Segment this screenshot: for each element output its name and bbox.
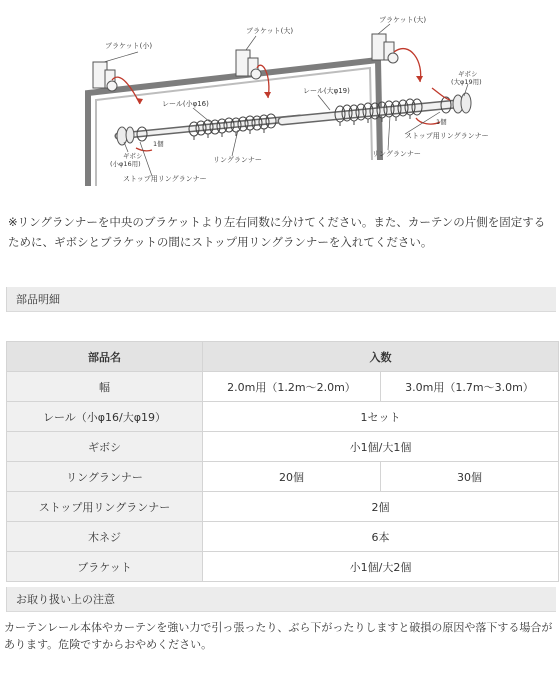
parts-table (6, 341, 559, 582)
caution-section-header (6, 587, 556, 612)
label-ring-runner-right: リングランナー (372, 150, 421, 158)
table-row (7, 402, 559, 432)
row-value: 小1個/大2個 (203, 552, 559, 582)
row-name: 木ネジ (7, 522, 203, 552)
table-row (7, 492, 559, 522)
label-bracket-small: ブラケット(小) (105, 42, 153, 50)
row-name: 幅 (7, 372, 203, 402)
row-value: 小1個/大1個 (203, 432, 559, 462)
table-header-row (7, 342, 559, 372)
row-name: リングランナー (7, 462, 203, 492)
label-bracket-large-right: ブラケット(大) (379, 16, 427, 24)
assembly-note: ※リングランナーを中央のブラケットより左右同数に分けてください。また、カーテンの片側を固定するために、ギボシとブラケットの間にストップ用リングランナーを入れてください。 (8, 215, 546, 249)
row-value: 2個 (203, 492, 559, 522)
table-row (7, 522, 559, 552)
label-giboshi-small-1: ギボシ (123, 152, 143, 160)
table-row (7, 432, 559, 462)
finial-right-shape (453, 93, 471, 113)
header-part-name: 部品名 (7, 342, 203, 372)
row-value-3m: 30個 (381, 462, 559, 492)
finial-left-shape (117, 127, 134, 145)
label-stop-runner-left: ストップ用リングランナー (123, 175, 207, 183)
parts-section-header (6, 287, 556, 312)
row-value-2m: 2.0m用（1.2m～2.0m） (203, 372, 381, 402)
label-stop-runner-right: ストップ用リングランナー (405, 132, 489, 140)
row-value-3m: 3.0m用（1.7m～3.0m） (381, 372, 559, 402)
row-value: 1セット (203, 402, 559, 432)
row-name: ストップ用リングランナー (7, 492, 203, 522)
table-row (7, 372, 559, 402)
bracket-large-right-shape (372, 34, 398, 63)
bracket-small-shape (93, 62, 117, 91)
label-giboshi-large-1: ギボシ (458, 70, 478, 78)
label-rail-large: レール(大φ19) (303, 87, 350, 95)
label-one-piece-left: 1個 (153, 140, 164, 148)
curtain-rail-diagram (0, 0, 560, 200)
bracket-large-mid-shape (236, 50, 261, 79)
table-row (7, 552, 559, 582)
label-giboshi-large-2: (大φ19用) (451, 78, 482, 86)
label-bracket-large-mid: ブラケット(大) (246, 27, 294, 35)
header-quantity: 入数 (203, 342, 559, 372)
row-name: ブラケット (7, 552, 203, 582)
caution-section-title: お取り扱い上の注意 (16, 593, 115, 606)
label-one-piece-right: 1個 (436, 118, 447, 126)
row-value: 6本 (203, 522, 559, 552)
label-giboshi-small-2: (小φ16用) (110, 160, 141, 168)
label-ring-runner-left: リングランナー (213, 156, 262, 164)
row-name: ギボシ (7, 432, 203, 462)
caution-text: カーテンレール本体やカーテンを強い力で引っ張ったり、ぶら下がったりしますと破損の原因や落下する場合があります。危険ですからおやめください。 (4, 621, 553, 651)
label-rail-small: レール(小φ16) (162, 100, 209, 108)
row-value-2m: 20個 (203, 462, 381, 492)
table-row (7, 462, 559, 492)
parts-section-title: 部品明細 (16, 293, 60, 306)
row-name: レール（小φ16/大φ19） (7, 402, 203, 432)
